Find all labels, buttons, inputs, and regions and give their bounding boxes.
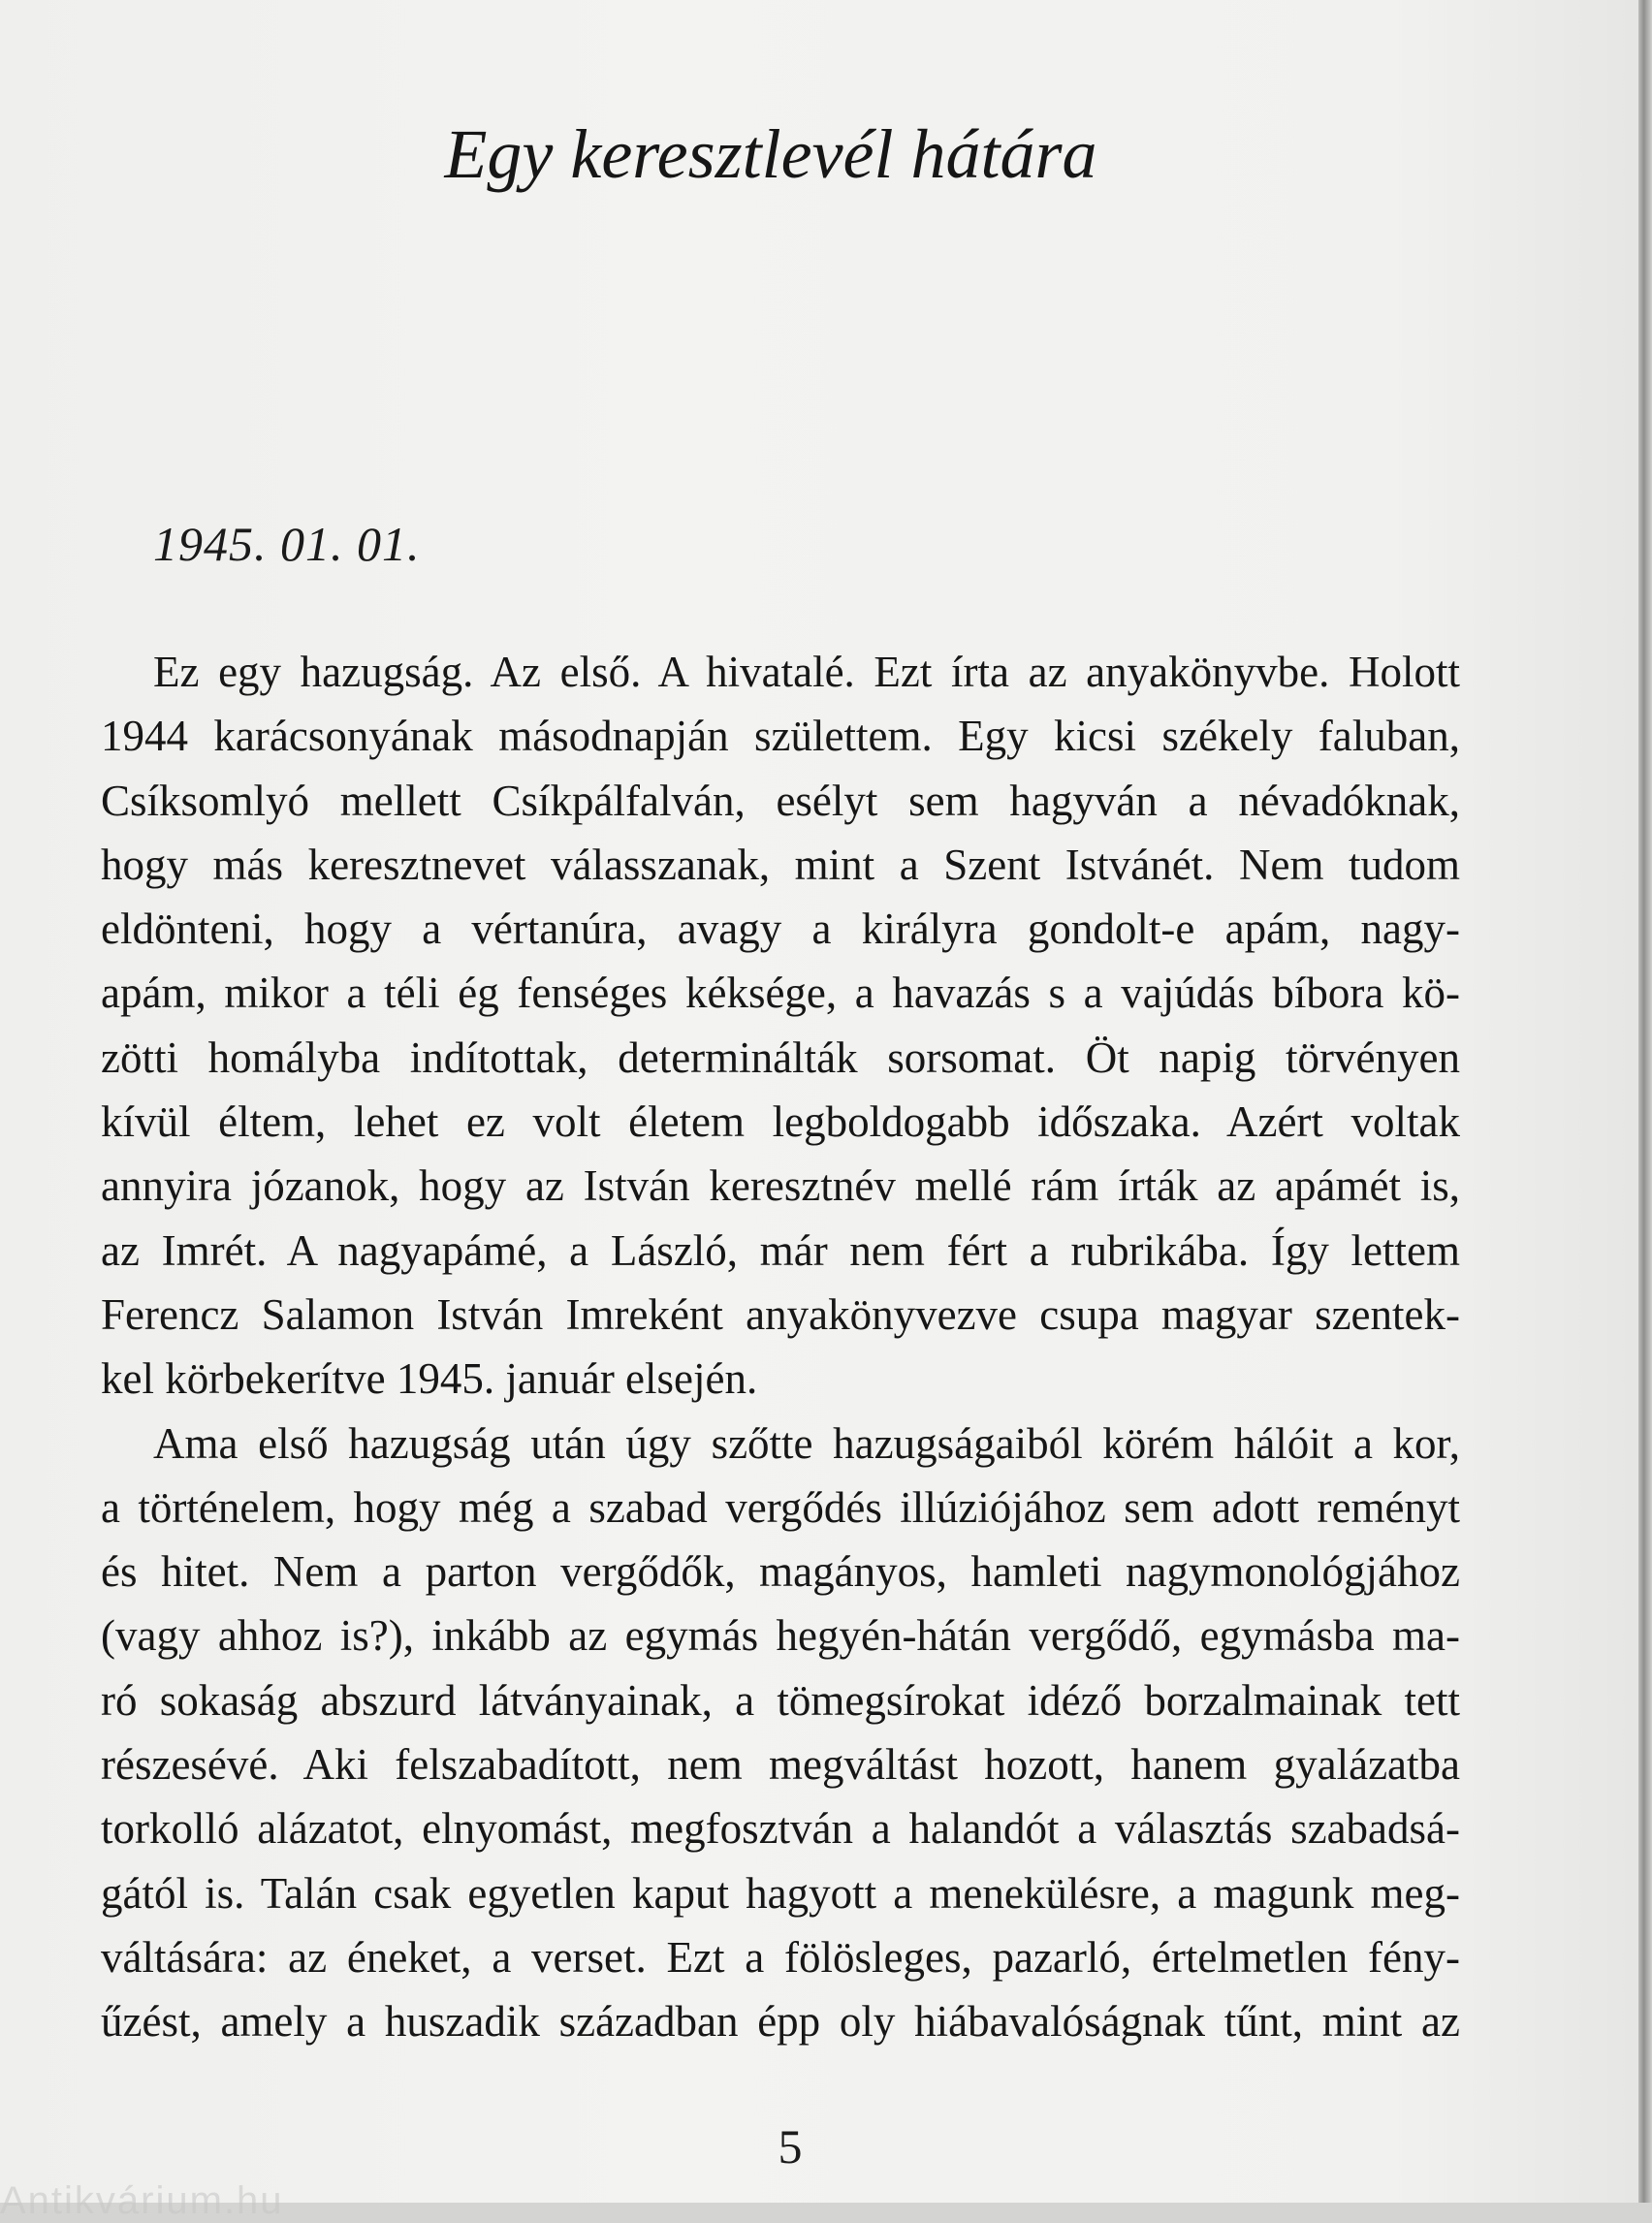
text-line: ró sokaság abszurd látványainak, a tömegsírokat idéző borzalmainak tett	[101, 1675, 1460, 1725]
text-line: váltására: az éneket, a verset. Ezt a fölösleges, pazarló, értelmetlen fény-	[101, 1932, 1460, 1982]
text-line: Csíksomlyó mellett Csíkpálfalván, esélyt sem hagyván a névadóknak,	[101, 776, 1460, 825]
text-line: gától is. Talán csak egyetlen kaput hagyott a menekülésre, a magunk meg-	[101, 1868, 1460, 1918]
text-line: kívül éltem, lehet ez volt életem legboldogabb időszaka. Azért voltak	[101, 1097, 1460, 1147]
text-line: a történelem, hogy még a szabad vergődés illúziójához sem adott reményt	[101, 1482, 1460, 1532]
text-line: Ez egy hazugság. Az első. A hivatalé. Ezt írta az anyakönyvbe. Holott	[153, 648, 1460, 696]
text-line: eldönteni, hogy a vértanúra, avagy a királyra gondolt-e apám, nagy-	[101, 905, 1460, 954]
body-text	[101, 640, 1460, 2054]
text-line: zötti homályba indítottak, determinálták sorsomat. Öt napig törvényen	[101, 1032, 1460, 1082]
page-number: 5	[778, 2119, 803, 2174]
text-line: hogy más keresztnevet válasszanak, mint a Szent Istvánét. Nem tudom	[101, 840, 1460, 889]
date-heading: 1945. 01. 01.	[153, 517, 421, 571]
text-line: űzést, amely a huszadik században épp oly hiábavalóságnak tűnt, mint az	[101, 1997, 1460, 2047]
watermark: Antikvárium.hu	[0, 2179, 284, 2222]
text-line: Ama első hazugság után úgy szőtte hazugságaiból körém hálóit a kor,	[153, 1418, 1460, 1468]
text-line: 1944 karácsonyának másodnapján születtem. Egy kicsi székely faluban,	[101, 712, 1460, 761]
text-line: az Imrét. A nagyapámé, a László, már nem fért a rubrikába. Így lettem	[101, 1225, 1460, 1275]
text-line: kel körbekerítve 1945. január elsején.	[101, 1354, 758, 1404]
page-title: Egy keresztlevél hátára	[444, 115, 1097, 193]
page-edge-shadow	[1638, 0, 1652, 2203]
text-line: apám, mikor a téli ég fenséges kéksége, a havazás s a vajúdás bíbora kö-	[101, 969, 1460, 1018]
text-line: (vagy ahhoz is?), inkább az egymás hegyén-hátán vergődő, egymásba ma-	[101, 1611, 1460, 1661]
text-line: részesévé. Aki felszabadított, nem megváltást hozott, hanem gyalázatba	[101, 1740, 1460, 1790]
text-line: Ferencz Salamon István Imreként anyakönyvezve csupa magyar szentek-	[101, 1289, 1460, 1339]
text-line: torkolló alázatot, elnyomást, megfosztván a halandót a választás szabadsá-	[101, 1804, 1460, 1854]
text-line: és hitet. Nem a parton vergődők, magányos, hamleti nagymonológjához	[101, 1547, 1460, 1597]
text-line: annyira józanok, hogy az István keresztnév mellé rám írták az apámét is,	[101, 1161, 1460, 1211]
